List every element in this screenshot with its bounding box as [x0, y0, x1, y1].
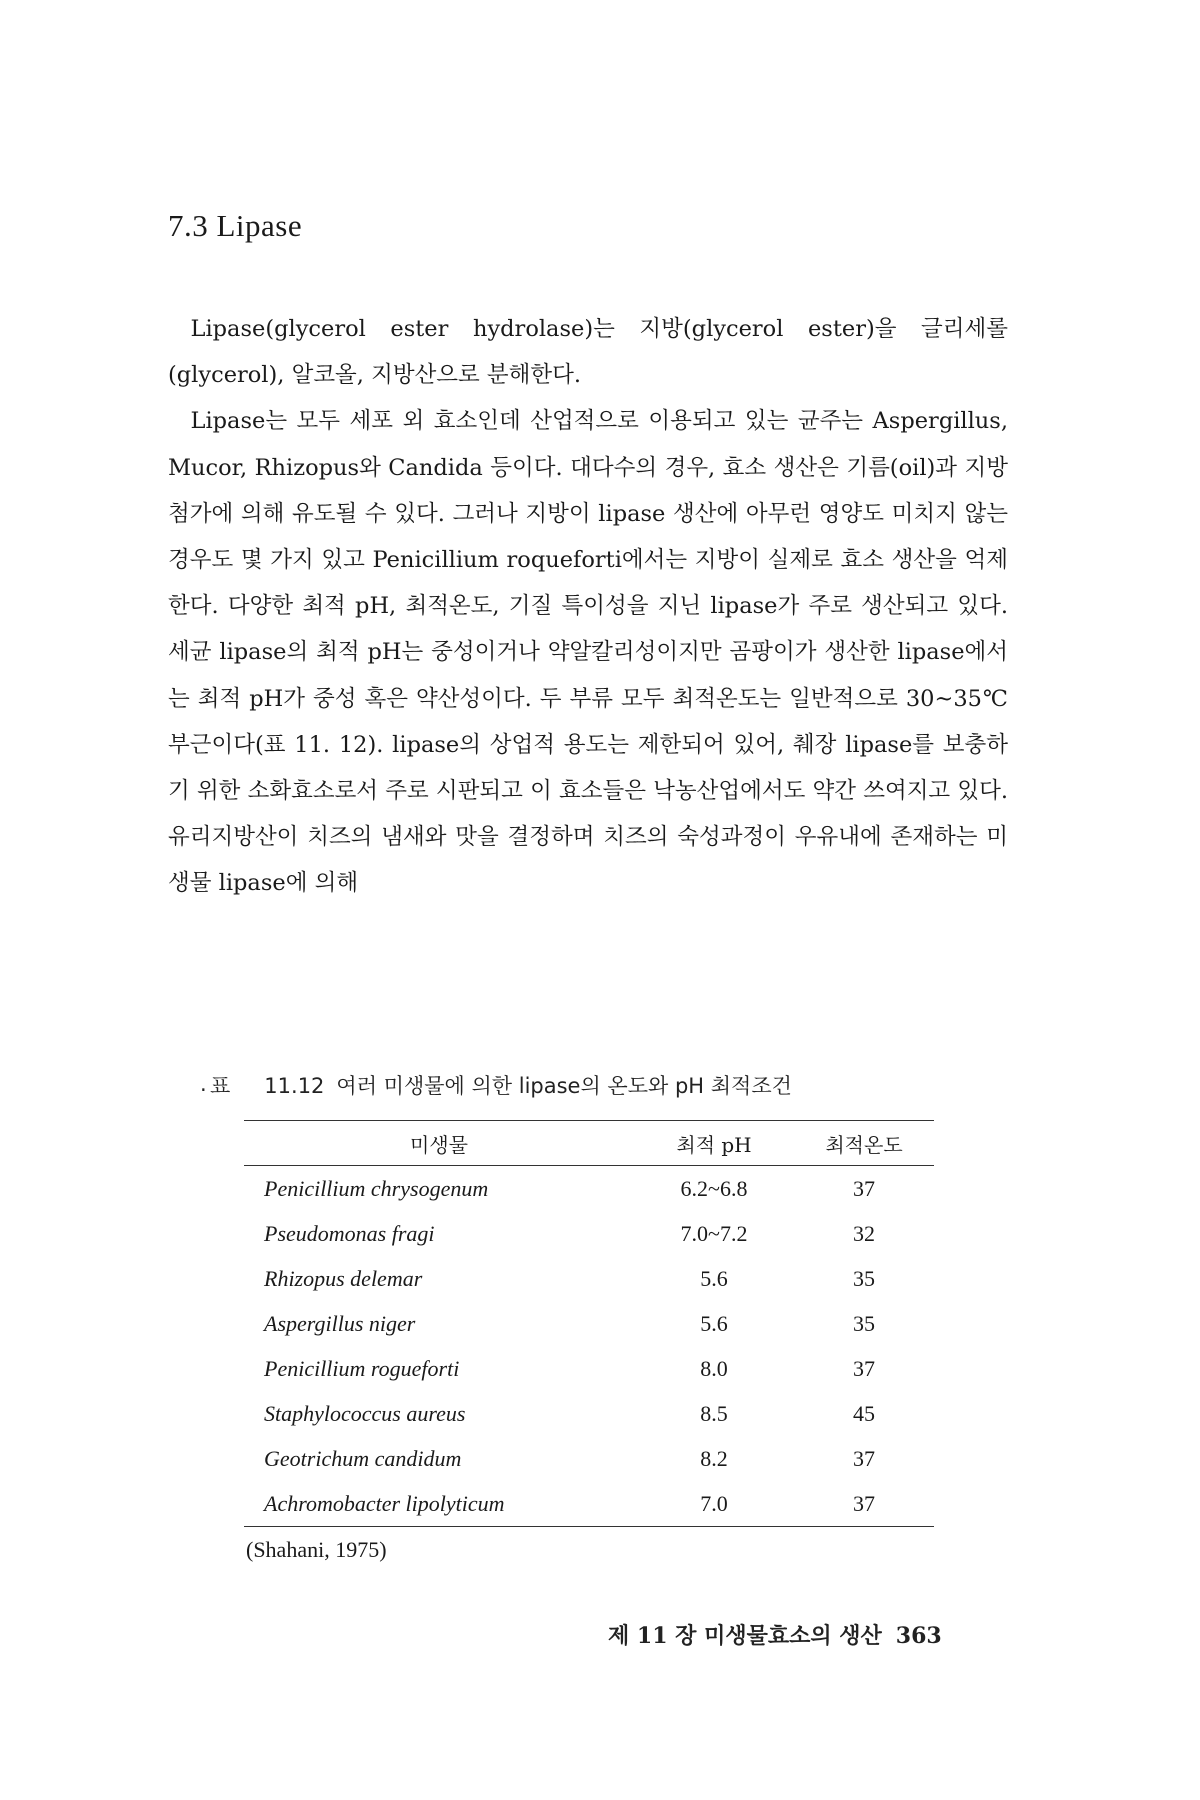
cell-ph: 8.5: [700, 1400, 728, 1426]
cell-temp: 35: [853, 1310, 875, 1336]
table-row: [244, 1436, 934, 1481]
chapter-title: 제 11 장 미생물효소의 생산: [608, 1623, 882, 1649]
page-footer: [608, 1619, 942, 1650]
cell-ph: 5.6: [700, 1310, 728, 1336]
section-title: 7.3 Lipase: [168, 208, 303, 243]
cell-organism: Rhizopus delemar: [264, 1265, 423, 1291]
table-row: [244, 1481, 934, 1527]
cell-temp: 32: [853, 1220, 875, 1246]
cell-temp: 37: [853, 1445, 875, 1471]
caption-number: 11.12: [264, 1074, 325, 1098]
page-number: 363: [895, 1623, 942, 1649]
cell-organism: Pseudomonas fragi: [264, 1220, 435, 1246]
table-row: [244, 1166, 934, 1212]
caption-label: 표: [210, 1074, 231, 1098]
cell-temp: 35: [853, 1265, 875, 1291]
body-text: [168, 306, 1008, 907]
table-row: [244, 1346, 934, 1391]
cell-ph: 7.0: [700, 1490, 728, 1516]
header-ph: 최적 pH: [634, 1121, 794, 1166]
header-temp: 최적온도: [794, 1121, 934, 1166]
paragraph: Lipase(glycerol ester hydrolase)는 지방(glycerol ester)을 글리세롤(glycerol), 알코올, 지방산으로 분해한다.: [168, 316, 1008, 389]
table-caption: [200, 1070, 1010, 1100]
cell-ph: 6.2~6.8: [680, 1175, 748, 1201]
cell-ph: 7.0~7.2: [680, 1220, 748, 1246]
cell-organism: Penicillium rogueforti: [264, 1355, 460, 1381]
cell-ph: 8.2: [700, 1445, 728, 1471]
caption-mark: .: [200, 1072, 207, 1096]
caption-text: 여러 미생물에 의한 lipase의 온도와 pH 최적조건: [336, 1074, 792, 1098]
cell-ph: 5.6: [700, 1265, 728, 1291]
table-row: [244, 1301, 934, 1346]
paragraph: Lipase는 모두 세포 외 효소인데 산업적으로 이용되고 있는 균주는 Aspergillus, Mucor, Rhizopus와 Candida 등이다. 대다수의 경우, 효소 생산은 기름(oil)과 지방 첨가에 의해 유도될 수 있다. 그러나 지방이 lipase 생산에 아무런 영양도 미치지 않는 경우도 몇 가지 있고 Penicillium roqueforti에서는 지방이 실제로 효소 생산을 억제한다. 다양한 최적 pH, 최적온도, 기질 특이성을 지닌 lipase가 주로 생산되고 있다. 세균 lipase의 최적 pH는 중성이거나 약알칼리성이지만 곰팡이가 생산한 lipase에서는 최적 pH가 중성 혹은 약산성이다. 두 부류 모두 최적온도는 일반적으로 30~35℃ 부근이다(표 11. 12). lipase의 상업적 용도는 제한되어 있어, 췌장 lipase를 보충하기 위한 소화효소로서 주로 시판되고 이 효소들은 낙농산업에서도 약간 쓰여지고 있다. 유리지방산이 치즈의 냄새와 맛을 결정하며 치즈의 숙성과정이 우유내에 존재하는 미생물 lipase에 의해: [168, 408, 1009, 897]
table-source: (Shahani, 1975): [246, 1537, 387, 1562]
header-organism: 미생물: [244, 1121, 634, 1166]
cell-organism: Achromobacter lipolyticum: [264, 1490, 505, 1516]
cell-organism: Geotrichum candidum: [264, 1445, 462, 1471]
cell-temp: 37: [853, 1175, 875, 1201]
cell-temp: 37: [853, 1490, 875, 1516]
table-header-row: [244, 1121, 934, 1166]
lipase-optima-table: [244, 1120, 934, 1527]
cell-temp: 45: [853, 1400, 875, 1426]
table-row: [244, 1391, 934, 1436]
cell-organism: Penicillium chrysogenum: [264, 1175, 489, 1201]
table-row: [244, 1211, 934, 1256]
cell-organism: Aspergillus niger: [264, 1310, 416, 1336]
cell-organism: Staphylococcus aureus: [264, 1400, 466, 1426]
table-row: [244, 1256, 934, 1301]
cell-temp: 37: [853, 1355, 875, 1381]
cell-ph: 8.0: [700, 1355, 728, 1381]
